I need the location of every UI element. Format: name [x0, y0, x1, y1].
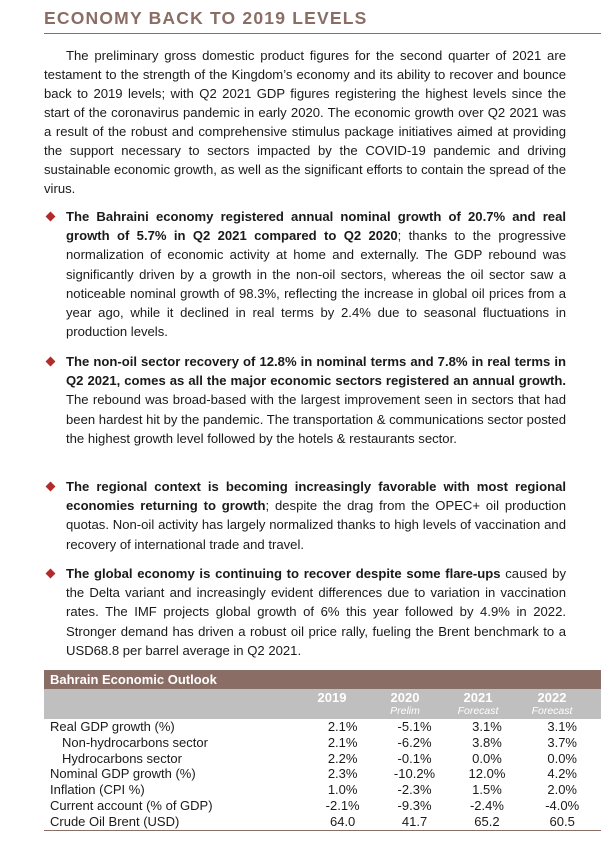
bullet-body: ; despite the drag from the OPEC+ oil production quotas. Non-oil activity has largely normalized thanks to high levels of vaccination and recovery of international trade and travel. — [66, 498, 566, 552]
cell-value: -2.4% — [469, 797, 504, 813]
table-row — [44, 766, 601, 782]
bullet-text — [66, 564, 566, 660]
cell-value: 1.0% — [327, 782, 358, 798]
row-label: Non-hydrocarbons sector — [62, 734, 208, 750]
diamond-bullet-icon — [46, 569, 56, 579]
row-label: Current account (% of GDP) — [50, 797, 213, 813]
bullet-item — [44, 564, 566, 660]
bullet-bold: The global economy is continuing to recover despite some flare-ups — [66, 566, 501, 581]
year-column-header — [375, 689, 435, 717]
cell-value: 2.1% — [327, 719, 358, 734]
bullet-body: caused by the Delta variant and increasingly evident differences due to variation in vaccination rates. The IMF projects global growth of 6% this year followed by 4.9% in 2022. Stronger demand has driven a robust oil price rally, fueling the Brent benchmark to a USD68.8 per barrel average in Q2 2021. — [66, 566, 566, 658]
year-label: 2021 — [463, 690, 493, 705]
table-row — [44, 719, 601, 735]
cell-value: 0.0% — [547, 750, 577, 766]
table-row — [44, 751, 601, 767]
cell-value: 3.8% — [472, 734, 502, 750]
bullet-bold: The regional context is becoming increasingly favorable with most regional economies returning to growth — [66, 479, 566, 514]
cell-value: 2.1% — [327, 734, 358, 750]
diamond-bullet-icon — [46, 212, 56, 222]
row-label: Real GDP growth (%) — [50, 719, 175, 734]
outlook-header: Bahrain Economic Outlook — [44, 670, 601, 689]
year-header-band — [44, 689, 601, 719]
diamond-bullet-icon — [46, 357, 56, 367]
row-label: Inflation (CPI %) — [50, 782, 145, 798]
cell-value: -4.0% — [545, 797, 580, 813]
cell-value: 2.2% — [327, 750, 358, 766]
row-label: Nominal GDP growth (%) — [50, 766, 196, 782]
table-row — [44, 735, 601, 751]
cell-value: 3.1% — [472, 719, 502, 734]
bullet-text — [66, 352, 566, 448]
cell-value: 0.0% — [472, 750, 502, 766]
bullet-text — [66, 207, 566, 341]
table-row — [44, 798, 601, 814]
bullet-item — [44, 352, 566, 448]
cell-value: -9.3% — [397, 797, 432, 813]
bullet-item — [44, 207, 566, 341]
cell-value: 1.5% — [472, 782, 502, 798]
row-label: Hydrocarbons sector — [62, 750, 182, 766]
year-sublabel: Forecast — [531, 705, 573, 717]
page-title: ECONOMY BACK TO 2019 LEVELS — [44, 8, 368, 28]
cell-value: 12.0% — [468, 766, 506, 782]
cell-value: 2.0% — [547, 782, 577, 798]
year-label: 2019 — [317, 690, 347, 705]
cell-value: -2.1% — [325, 797, 360, 813]
table-row — [44, 782, 601, 798]
cell-value: -10.2% — [393, 766, 436, 782]
bullet-text — [66, 477, 566, 554]
year-column-header — [448, 689, 508, 717]
table-row — [44, 814, 601, 830]
year-label: 2020 — [390, 690, 420, 705]
cell-value: -6.2% — [397, 734, 432, 750]
bullet-body: The rebound was broad-based with the largest improvement seen in sectors that had been hardest hit by the pandemic. The transportation & communications sector posted the highest growth level followed by the hotels & restaurants sector. — [66, 392, 566, 446]
year-column-header — [522, 689, 582, 717]
bullet-body: ; thanks to the progressive normalization of economic activity at home and externally. The GDP rebound was significantly driven by a growth in the non-oil sectors, whereas the oil sector saw a noticeable nominal growth of 98.3%, reflecting the increase in global oil prices from a year ago, while it declined in real terms by 2.4% due to seasonal fluctuations in production levels. — [66, 228, 567, 340]
row-label: Crude Oil Brent (USD) — [44, 814, 307, 830]
year-sublabel: Forecast — [457, 705, 499, 717]
bullet-bold: The Bahraini economy registered annual nominal growth of 20.7% and real growth of 5.7% in Q2 2021 compared to Q2 2020 — [66, 209, 566, 244]
cell-value: 2.3% — [327, 766, 358, 782]
cell-value: 4.2% — [547, 766, 577, 782]
cell-value: -2.3% — [397, 782, 432, 798]
cell-value: 64.0 — [307, 814, 379, 830]
diamond-bullet-icon — [46, 482, 56, 492]
title-divider — [44, 33, 601, 34]
year-sublabel: Prelim — [390, 705, 420, 717]
economic-outlook-table — [44, 670, 601, 831]
cell-value: 3.1% — [547, 719, 577, 734]
intro-paragraph: The preliminary gross domestic product figures for the second quarter of 2021 are testament to the strength of the Kingdom’s economy and its ability to recover and bounce back to 2019 levels; with Q2 2021 GDP figures registering the highest levels since the start of the coronavirus pandemic in early 2020. The economic growth over Q2 2021 was a result of the robust and comprehensive stimulus package initiatives aimed at providing the support necessary to sectors impacted by the COVID-19 pandemic and driving sustainable economic growth, as well as the significant efforts to contain the spread of the virus. — [44, 48, 566, 196]
cell-value: 65.2 — [451, 814, 524, 830]
cell-value: -0.1% — [397, 750, 432, 766]
cell-value: 41.7 — [379, 814, 451, 830]
cell-value: 60.5 — [523, 814, 601, 830]
bullet-item — [44, 477, 566, 554]
year-column-header — [302, 689, 362, 705]
bullet-bold: The non-oil sector recovery of 12.8% in nominal terms and 7.8% in real terms in Q2 2021, comes as all the major economic sectors registered an annual growth. — [66, 354, 566, 389]
outlook-rows — [44, 719, 601, 831]
cell-value: -5.1% — [397, 719, 432, 734]
cell-value: 3.7% — [547, 734, 577, 750]
year-label: 2022 — [537, 690, 567, 705]
